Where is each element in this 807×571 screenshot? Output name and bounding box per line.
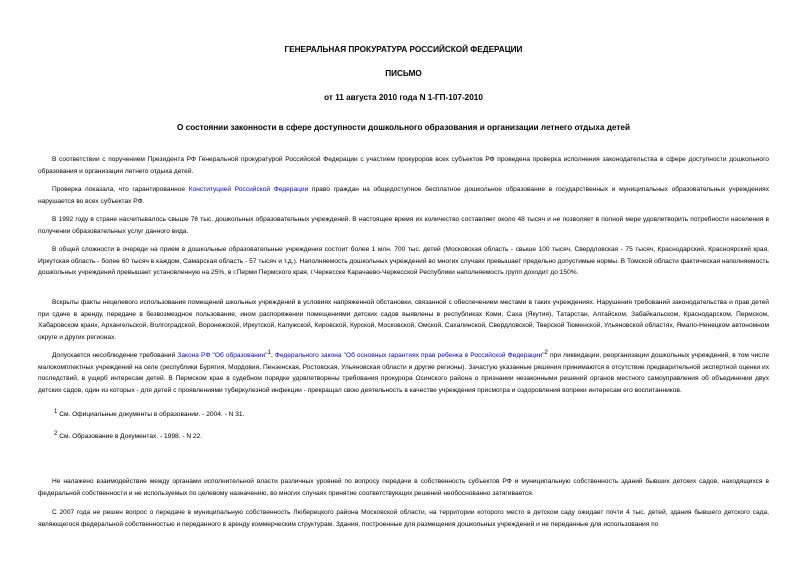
footnote-1-text: См. Официальные документы в образовании. - 2004. - N 31.	[59, 411, 245, 418]
constitution-link[interactable]: Конституцией Российской Федерации	[188, 186, 309, 193]
document-date-number: от 11 августа 2010 года N 1-ГП-107-2010	[324, 93, 483, 102]
paragraph-2-text-before: Проверка показала, что гарантированное	[52, 186, 189, 193]
child-rights-law-link[interactable]: Федерального закона "Об основных гарантиях прав ребенка в Российской Федерации"	[274, 352, 545, 359]
footnote-2-mark: 2	[54, 430, 58, 437]
paragraph-2-text-after: право граждан на общедоступное бесплатное дошкольное образование в государственных и муниципальных образовательных учреждениях нарушается во всех субъектах РФ.	[38, 186, 770, 205]
paragraph-6	[38, 350, 769, 396]
footnote-1-mark: 1	[54, 408, 58, 415]
footnote-mark-2[interactable]: 2	[544, 349, 548, 356]
document-title: О состоянии законности в сфере доступности дошкольного образования и организации летнего отдыха детей	[177, 123, 630, 132]
document-type: ПИСЬМО	[385, 69, 422, 78]
education-law-link[interactable]: Закона РФ "Об образовании"	[177, 352, 268, 359]
paragraph-6-separator: ,	[270, 352, 275, 359]
paragraph-3: В 1992 году в стране насчитывалось свыше 76 тыс. дошкольных образовательных учреждений. В настоящее время их количество составляет около 48 тысяч и не позволяет в полной мере удовлетворить потребности населения в получении образовательных услуг данного вида.	[38, 216, 769, 235]
paragraph-2	[38, 184, 769, 207]
paragraph-6-text-after: при ликвидации, реорганизации дошкольных учреждений, в том числе малокомплектных учреждений на селе (республики Бурятия, Мордовия, Пензенская, Ростовская, Ульяновская области и другие регионы). Зачастую указанные решения принимаются в отсутствие предварительной экспертной оценки их последствий, в ущерб интересам детей. В Пермском крае в судебном порядке удовлетворены требования прокурора Осинского района о признании незаконными решений органов местного самоуправления об объединении двух детских садов, один из которых - для детей с проявлениями туберкулезной инфекции - прекращал свою деятельность в качестве учреждения присмотра и оздоровления вопреки интересам его воспитанников.	[38, 352, 769, 394]
paragraph-4: В общей сложности в очереди на прием в дошкольные образовательные учреждения состоит более 1 млн. 700 тыс. детей (Московская область - свыше 100 тысяч, Свердловская - 75 тысяч, Краснодарский, Красноярский края, Иркутская область - более 60 тысяч в каждом, Самарская область - 57 тысяч и т.д.). Наполняемость дошкольных учреждений во многих случаях превышает предельно допустимые нормы. В Томской области фактическая наполняемость дошкольных учреждений превышает установленную на 25%, в г.Перми Пермского края, г.Черкесске Карачаево-Черкесской Республики наполняемость групп доходит до 150%.	[38, 246, 769, 276]
paragraph-7: Не налажено взаимодействие между органами исполнительной власти различных уровней по вопросу передачи в собственность субъектов РФ и муниципальную собственность зданий бывших детских садов, находящихся в федеральной собственности и не используемых по целевому назначению, во многих случаях принятие соответствующих решений необоснованно затягивается.	[38, 478, 769, 497]
footnote-mark-1[interactable]: 1	[267, 349, 271, 356]
footnote-2-text: См. Образование в Документах. - 1998. - N 22.	[59, 433, 203, 440]
footnote-2	[54, 432, 202, 442]
paragraph-5: Вскрыты факты нецелевого использования помещений школьных учреждений в условиях напряженной обстановки, связанной с обеспечением местами в таких учреждениях. Нарушения требований законодательства и прав детей при сдаче в аренду, передаче в безвозмездное пользование, ином распоряжении помещениями детских садов выявлены в республиках Коми, Саха (Якутия), Татарстан, Алтайском, Забайкальском, Краснодарском, Пермском, Хабаровском краях, Архангельской, Волгоградской, Воронежской, Иркутской, Калужской, Кировской, Курской, Московской, Омской, Сахалинской, Свердловской, Тверской Тюменской, Ульяновской областях, Ямало-Ненецком автономном округе и других регионах.	[38, 299, 769, 341]
paragraph-1: В соответствии с поручением Президента РФ Генеральной прокуратурой Российской Федерации с участием прокуроров всех субъектов РФ проведена проверка исполнения законодательства в сфере доступности дошкольного образования и организации летнего отдыха детей.	[38, 156, 769, 175]
issuing-authority: ГЕНЕРАЛЬНАЯ ПРОКУРАТУРА РОССИЙСКОЙ ФЕДЕРАЦИИ	[284, 45, 523, 54]
paragraph-6-text-before: Допускается несоблюдение требований	[52, 352, 178, 359]
footnote-1	[54, 410, 244, 420]
paragraph-8: С 2007 года не решен вопрос о передаче в муниципальную собственность Люберецкого района Московской области, на территории которого место в детском саду ожидает почти 4 тыс. детей, здания бывшего детского сада, являющегося федеральной собственностью и переданного в аренду коммерческим структурам. Здания, построенные для размещения дошкольных учреждений и не переданные для использования по	[38, 509, 769, 528]
